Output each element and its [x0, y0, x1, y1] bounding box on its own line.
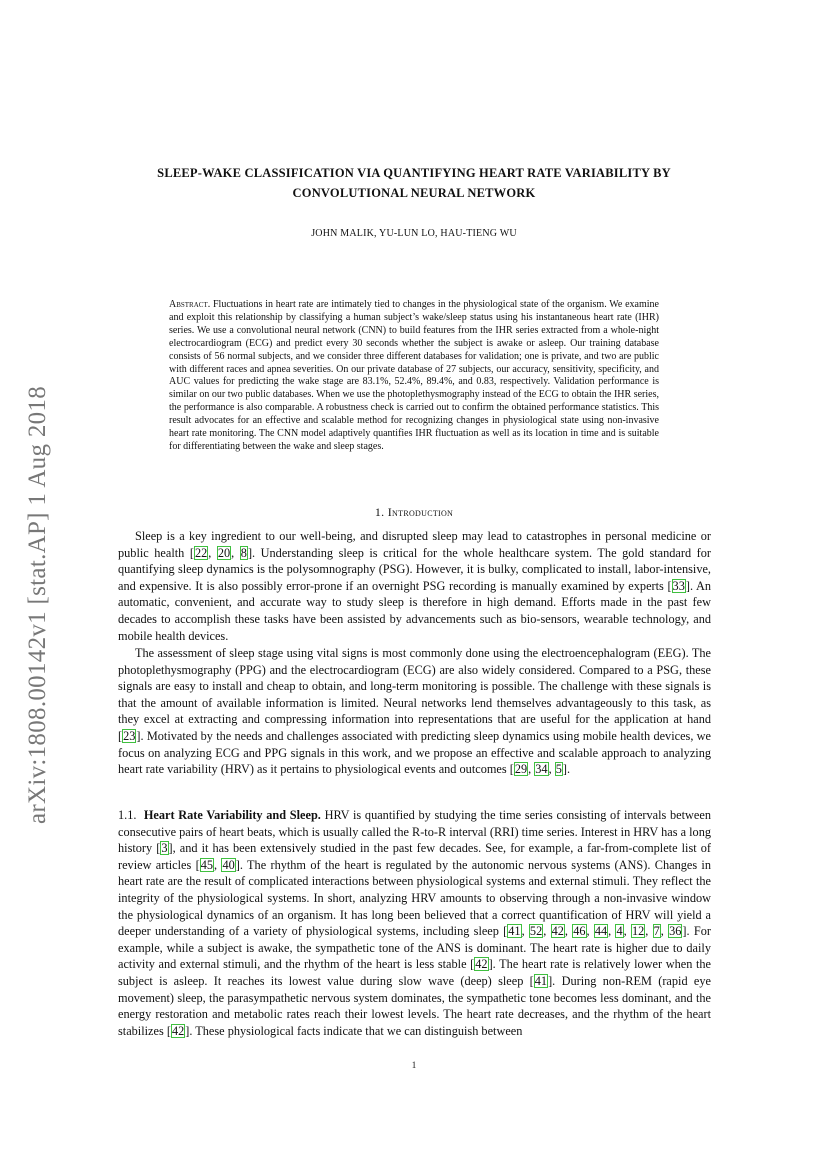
subsection-hrv-and-sleep — [118, 807, 711, 1039]
citation-link[interactable]: 41 — [534, 973, 548, 988]
citation-link[interactable]: 52 — [529, 924, 543, 939]
abstract — [169, 299, 659, 454]
text-run: HRV is quantified by studying the time series consisting of intervals between consecutive pairs of heart beats, which is usually called the R-to-R interval (RRI) time series. Interest in HRV has a long history [ — [118, 808, 711, 856]
intro-paragraph-2 — [118, 645, 711, 778]
text-run: ]. Motivated by the needs and challenges associated with predicting sleep dynamics using mobile health devices, we focus on analyzing ECG and PPG signals in this work, and we propose an effective and scalable approach to analyzing heart rate variability (HRV) as it pertains to physiological events and outcomes [ — [118, 728, 711, 777]
text-run: , — [548, 762, 555, 777]
section-title: Introduction — [387, 505, 454, 519]
citation-link[interactable]: 23 — [123, 728, 136, 743]
citation-link[interactable]: 40 — [222, 857, 235, 872]
citation-link[interactable]: 46 — [573, 924, 586, 939]
citation-link[interactable]: 22 — [194, 545, 208, 560]
text-run: ]. The heart rate is relatively lower when the subject is asleep. It reaches its lowest value during slow wave (deep) sleep [ — [118, 957, 711, 988]
citation-link[interactable]: 33 — [672, 578, 685, 593]
text-run: , — [208, 545, 217, 560]
citation-link[interactable]: 44 — [594, 924, 608, 939]
citation-link[interactable]: 4 — [616, 924, 623, 939]
text-run: The assessment of sleep stage using vital signs is most commonly done using the electroencephalogram (EEG). The photoplethysmography (PPG) and the electrocardiogram (ECG) are also widely considered. Compared to a PSG, these signals are easy to install and cheap to obtain, and long-term monitoring is possible. The challenge with these signals is that the amount of available information is limited. Neural networks lend themselves advantageously to this task, as they excel at extracting and compressing information into representations that are useful for the application at hand [ — [118, 646, 711, 743]
arxiv-identifier-stamp — [18, 360, 58, 850]
citation-link[interactable]: 7 — [653, 924, 660, 939]
paper-title-line-2: CONVOLUTIONAL NEURAL NETWORK — [292, 186, 536, 200]
text-run: ]. Understanding sleep is critical for the whole healthcare system. The gold standard for quantifying sleep dynamics is the polysomnography (PSG). However, it is bulky, complicated to install, labor-intensive, and expensive. It is also possibly error-prone if an overnight PSG recording is manually examined by experts [ — [118, 545, 712, 593]
page-number: 1 — [411, 1060, 417, 1070]
section-heading-introduction — [100, 505, 728, 520]
section-number: 1. — [374, 505, 385, 519]
text-run: , — [231, 545, 240, 560]
text-run: ]. The rhythm of the heart is regulated by the autonomic nervous systems (ANS). Changes in heart rate are the result of complicated interactions between physiological systems and external stimuli. They reflect the integrity of the physiological systems. In short, analyzing HRV amounts to observing through a non-invasive window the physiological dynamics of an organism. It has long been believed that a correct quantification of HRV will yield a deeper understanding of a variety of physiological systems, including sleep [ — [118, 857, 712, 939]
text-run: ]. These physiological facts indicate that we can distinguish between — [185, 1023, 523, 1038]
citation-link[interactable]: 36 — [669, 924, 682, 939]
citation-link[interactable]: 3 — [161, 841, 168, 856]
text-run: ]. An automatic, convenient, and accurate way to study sleep is therefore in high demand. Efforts made in the past few decades to accomplish these tasks have been assisted by advancements such as bio-sensors, wearable technology, and mobile health devices. — [118, 578, 711, 643]
citation-link[interactable]: 12 — [631, 924, 645, 939]
paper-title — [100, 163, 728, 203]
text-run: ], and it has been extensively studied in the past few decades. See, for example, a far-from-complete list of review articles [ — [118, 841, 711, 872]
citation-link[interactable]: 41 — [508, 924, 521, 939]
citation-link[interactable]: 42 — [551, 924, 564, 939]
author-list: JOHN MALIK, YU-LUN LO, HAU-TIENG WU — [311, 228, 517, 239]
citation-link[interactable]: 34 — [535, 762, 548, 777]
citation-link[interactable]: 42 — [475, 957, 488, 972]
citation-link[interactable]: 45 — [200, 857, 214, 872]
subsection-number: 1.1. — [118, 808, 137, 822]
citation-link[interactable]: 42 — [171, 1023, 185, 1038]
citation-link[interactable]: 29 — [514, 762, 528, 777]
text-run: ]. — [562, 762, 571, 777]
abstract-label: Abstract. — [169, 299, 211, 310]
citation-link[interactable]: 5 — [555, 762, 562, 777]
arxiv-identifier-text: arXiv:1808.00142v1 [stat.AP] 1 Aug 2018 — [24, 385, 51, 825]
text-run: ]. During non-REM (rapid eye movement) sleep, the parasympathetic nervous system dominates, the sympathetic tone becomes less dominant, and the energy restoration and metabolic rates reach their lowest levels. The heart rate decreases, and the rhythm of the heart stabilizes [ — [118, 973, 711, 1038]
abstract-text: Fluctuations in heart rate are intimately tied to changes in the physiological state of the organism. We examine and exploit this relationship by classifying a human subject’s wake/sleep status using his instantaneous heart rate (IHR) series. We use a convolutional neural network (CNN) to build features from the IHR series extracted from a whole-night electrocardiogram (ECG) and predict every 30 seconds whether the subject is awake or asleep. Our training database consists of 56 normal subjects, and we consider three different databases for validation; one is private, and two are public with different races and apnea severities. On our private database of 27 subjects, our accuracy, sensitivity, specificity, and AUC values for predicting the wake stage are 83.1%, 52.4%, 89.4%, and 0.83, respectively. Validation performance is similar on our two public databases. When we use the photoplethysmography instead of the ECG to obtain the IHR series, the performance is also comparable. A robustness check is carried out to confirm the obtained performance statistics. This result advocates for an effective and scalable method for recognizing changes in physiological state using non-invasive heart rate monitoring. The CNN model adaptively quantifies IHR fluctuation as well as its location in time and is suitable for differentiating between the wake and sleep stages. — [169, 299, 659, 452]
intro-paragraph-1 — [118, 528, 711, 644]
text-run: ]. For example, while a subject is awake, the sympathetic tone of the ANS is dominant. The heart rate is higher due to daily activity and external stimuli, and the rhythm of the heart is less stable [ — [118, 924, 711, 972]
text-run: Sleep is a key ingredient to our well-being, and disrupted sleep may lead to catastrophes in personal medicine or public health [ — [118, 529, 711, 560]
citation-group: 41, 52, 42, 46, 44, 4, 12, 7, 36 — [508, 924, 682, 939]
citation-link[interactable]: 8 — [240, 545, 247, 560]
paper-title-line-1: SLEEP-WAKE CLASSIFICATION VIA QUANTIFYING HEART RATE VARIABILITY BY — [157, 166, 671, 180]
text-run: , — [528, 762, 535, 777]
subsection-heading: Heart Rate Variability and Sleep. — [143, 808, 321, 822]
text-run: , — [214, 857, 222, 872]
citation-link[interactable]: 20 — [217, 545, 231, 560]
